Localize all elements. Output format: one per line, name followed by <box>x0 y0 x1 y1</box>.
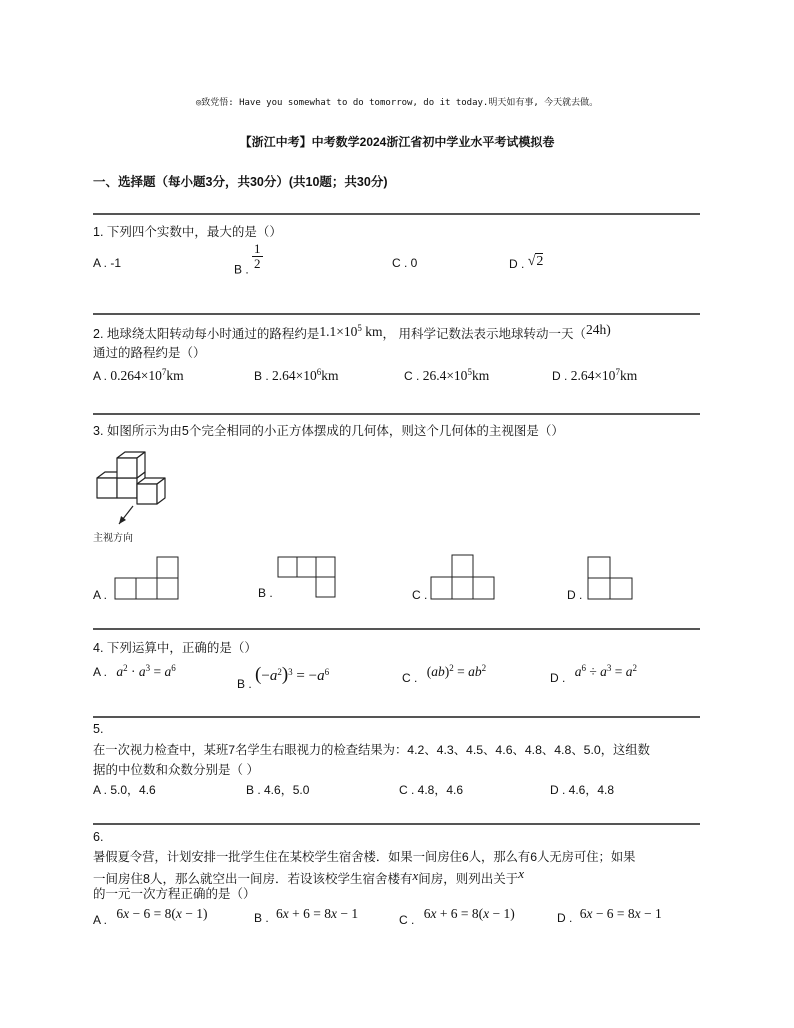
q5-option-a: A . 5.0，4.6 <box>93 783 156 797</box>
q2-stem-line1: 2. 地球绕太阳转动每小时通过的路程约是$1.1\times 10^5$ km， 用科学记数法表示地球转动一天（24h) <box>93 322 611 341</box>
divider <box>93 313 700 315</box>
formula: 6x − 6 = 8x − 1 <box>579 906 662 921</box>
formula: 6x − 6 = 8(x − 1) <box>116 906 208 921</box>
divider <box>93 823 700 825</box>
q3-option-c: C . <box>412 588 428 602</box>
formula: 6x + 6 = 8(x − 1) <box>423 906 515 921</box>
q6-option-d: D . 6x − 6 = 8x − 1 <box>557 906 662 925</box>
q3-option-d-figure <box>587 556 637 600</box>
q3-option-a-figure <box>114 556 180 600</box>
q4-option-c: C . $(ab)^2 = ab^2$ <box>402 663 487 685</box>
formula: 6x + 6 = 8x − 1 <box>276 906 359 921</box>
section-heading: 一、选择题（每小题3分，共30分）(共10题；共30分) <box>93 175 388 189</box>
q6-number: 6. <box>93 830 104 844</box>
q5-number: 5. <box>93 722 104 736</box>
q3-option-d: D . <box>567 588 583 602</box>
q4-option-d: D . $a^6 \div a^3 = a^2$ <box>550 663 637 685</box>
q1-option-c: C . 0 <box>392 256 418 270</box>
q6-option-a: A . 6x − 6 = 8(x − 1) <box>93 906 208 927</box>
divider <box>93 413 700 415</box>
formula: $(-a^2)^3 = -a^6$ <box>255 664 330 685</box>
page-title: 【浙江中考】中考数学2024浙江省初中学业水平考试模拟卷 <box>239 135 555 149</box>
q6-stem-line2: 一间房住8人，那么就空出一间房．若设该校学生宿舍楼有x间房，则列出关于x <box>93 866 525 886</box>
q2-option-b: B . $2.64\times 10^6km$ <box>254 367 339 383</box>
q4-stem: 4. 下列运算中，正确的是（） <box>93 641 257 655</box>
q1-stem: 1. 下列四个实数中，最大的是（） <box>93 225 282 239</box>
q5-option-c: C . 4.8，4.6 <box>399 783 464 797</box>
formula: $(ab)^2 = ab^2$ <box>426 663 487 679</box>
divider <box>93 628 700 630</box>
formula: $a^2 \cdot a^3 = a^6$ <box>116 663 176 679</box>
q1-option-d: D . √2 <box>509 254 544 271</box>
q6-option-c: C . 6x + 6 = 8(x − 1) <box>399 906 515 927</box>
divider <box>93 716 700 718</box>
q3-option-c-figure <box>430 553 496 601</box>
q2-option-c: C . $26.4\times 10^5km$ <box>404 367 490 383</box>
q3-option-b-figure <box>277 556 343 600</box>
q3-option-b: B . <box>258 586 273 600</box>
q3-option-a: A . <box>93 588 108 602</box>
cube-figure <box>93 448 193 540</box>
q2-stem-line2: 通过的路程约是（） <box>93 346 206 360</box>
q2-option-d: D . $2.64\times 10^7km$ <box>552 367 638 383</box>
q5-option-b: B . 4.6，5.0 <box>246 783 310 797</box>
q2-option-a: A . $0.264\times 10^7km$ <box>93 367 184 383</box>
formula: $a^6 \div a^3 = a^2$ <box>574 663 637 679</box>
q5-stem-line1: 在一次视力检查中，某班7名学生右眼视力的检查结果为：4.2、4.3、4.5、4.6、4.8、4.8、5.0，这组数 <box>93 743 650 757</box>
figure-caption: 主视方向 <box>93 533 133 544</box>
q4-option-b: B . $(-a^2)^3 = -a^6$ <box>237 664 330 691</box>
q3-stem: 3. 如图所示为由5个完全相同的小正方体摆成的几何体，则这个几何体的主视图是（） <box>93 424 564 438</box>
divider <box>93 213 700 215</box>
q4-option-a: A . $a^2 \cdot a^3 = a^6$ <box>93 663 176 679</box>
q6-option-b: B . 6x + 6 = 8x − 1 <box>254 906 359 925</box>
q1-option-b: B . $\frac{1}{2}$ <box>234 241 261 277</box>
q6-stem-line1: 暑假夏令营，计划安排一批学生住在某校学生宿舍楼．如果一间房住6人，那么有6人无房可住；如果 <box>93 850 636 864</box>
fraction: $\frac{1}{2}$ <box>254 241 261 271</box>
q5-option-d: D . 4.6，4.8 <box>550 783 615 797</box>
q1-option-a: A . -1 <box>93 256 122 270</box>
q5-stem-line2: 据的中位数和众数分别是（ ） <box>93 763 259 777</box>
motto: ◎致党悟: Have you somewhat to do tomorrow, do it today.明天如有事, 今天就去做。 <box>195 98 599 108</box>
q6-stem-line3: 的一元一次方程正确的是（） <box>93 887 256 901</box>
